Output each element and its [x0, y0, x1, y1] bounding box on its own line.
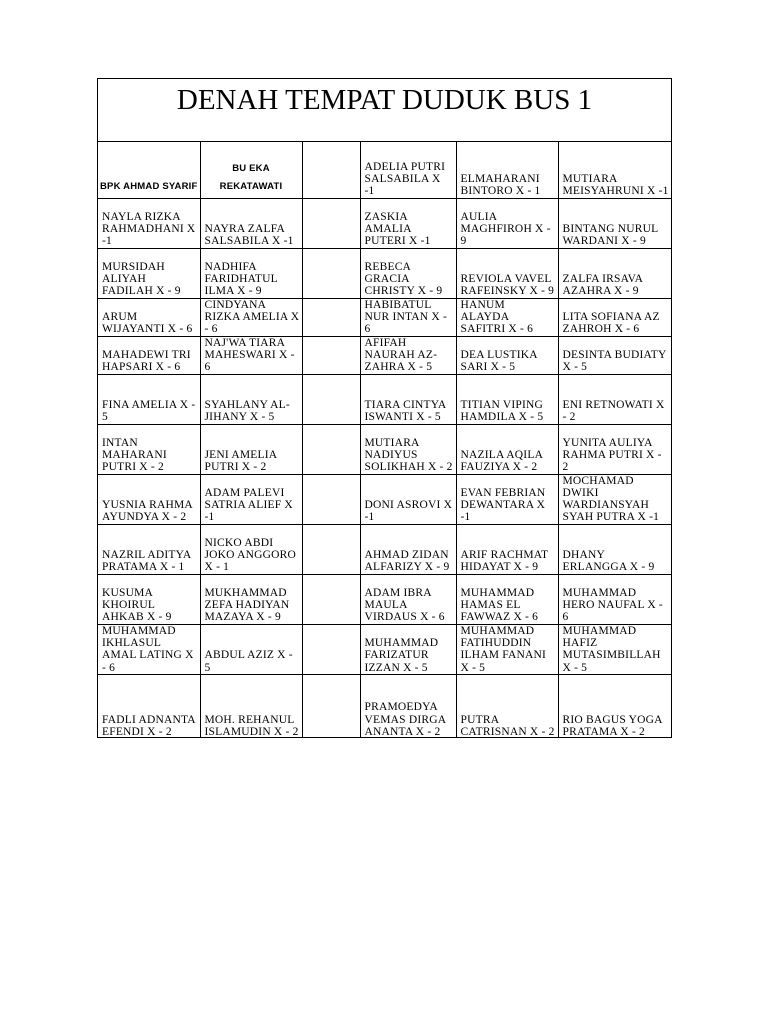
aisle-cell — [302, 674, 360, 738]
seat-cell: ADAM PALEVI SATRIA ALIEF X -1 — [200, 474, 302, 524]
seat-cell: FINA AMELIA X - 5 — [98, 374, 200, 424]
seat-cell: MUHAMMAD IKHLASUL AMAL LATING X - 6 — [98, 624, 200, 674]
seat-cell: NAJ'WA TIARA MAHESWARI X - 6 — [200, 336, 302, 374]
seat-cell: LITA SOFIANA AZ ZAHROH X - 6 — [558, 298, 671, 336]
seat-cell: ADELIA PUTRI SALSABILA X -1 — [360, 141, 456, 198]
seat-cell: ZASKIA AMALIA PUTERI X -1 — [360, 198, 456, 248]
seat-cell: TIARA CINTYA ISWANTI X - 5 — [360, 374, 456, 424]
seat-cell: DHANY ERLANGGA X - 9 — [558, 524, 671, 574]
seat-cell: NICKO ABDI JOKO ANGGORO X - 1 — [200, 524, 302, 574]
seat-cell: REBECA GRACIA CHRISTY X - 9 — [360, 248, 456, 298]
seat-cell: MAHADEWI TRI HAPSARI X - 6 — [98, 336, 200, 374]
seat-row — [98, 336, 671, 374]
seat-row — [98, 474, 671, 524]
seat-row — [98, 248, 671, 298]
seat-cell: SYAHLANY AL-JIHANY X - 5 — [200, 374, 302, 424]
seat-cell: AHMAD ZIDAN ALFARIZY X - 9 — [360, 524, 456, 574]
seat-cell: HABIBATUL NUR INTAN X - 6 — [360, 298, 456, 336]
seat-cell: MUTIARA MEISYAHRUNI X -1 — [558, 141, 671, 198]
aisle-cell — [302, 424, 360, 474]
seat-cell: ABDUL AZIZ X - 5 — [200, 624, 302, 674]
seat-cell: AFIFAH NAURAH AZ-ZAHRA X - 5 — [360, 336, 456, 374]
seat-cell: ELMAHARANI BINTORO X - 1 — [456, 141, 558, 198]
seat-cell: ARUM WIJAYANTI X - 6 — [98, 298, 200, 336]
teacher-header-left: BPK AHMAD SYARIF — [98, 141, 200, 198]
aisle-cell — [302, 574, 360, 624]
seat-cell: KUSUMA KHOIRUL AHKAB X - 9 — [98, 574, 200, 624]
seat-cell: MUTIARA NADIYUS SOLIKHAH X - 2 — [360, 424, 456, 474]
aisle-cell — [302, 524, 360, 574]
seat-row — [98, 298, 671, 336]
seat-cell: MUHAMMAD HAFIZ MUTASIMBILLAH X - 5 — [558, 624, 671, 674]
seat-row — [98, 624, 671, 674]
seat-cell: MUHAMMAD FARIZATUR IZZAN X - 5 — [360, 624, 456, 674]
seat-cell: YUNITA AULIYA RAHMA PUTRI X - 2 — [558, 424, 671, 474]
seat-cell: MUHAMMAD FATIHUDDIN ILHAM FANANI X - 5 — [456, 624, 558, 674]
seat-cell: ENI RETNOWATI X - 2 — [558, 374, 671, 424]
seat-cell: ARIF RACHMAT HIDAYAT X - 9 — [456, 524, 558, 574]
aisle-cell — [302, 336, 360, 374]
aisle-cell — [302, 624, 360, 674]
seat-cell: JENI AMELIA PUTRI X - 2 — [200, 424, 302, 474]
title-box — [98, 79, 671, 142]
header-row — [98, 141, 671, 198]
seat-cell: ADAM IBRA MAULA VIRDAUS X - 6 — [360, 574, 456, 624]
seat-cell: BINTANG NURUL WARDANI X - 9 — [558, 198, 671, 248]
seat-cell: NAZRIL ADITYA PRATAMA X - 1 — [98, 524, 200, 574]
seat-cell: HANUM ALAYDA SAFITRI X - 6 — [456, 298, 558, 336]
seat-cell: MUHAMMAD HAMAS EL FAWWAZ X - 6 — [456, 574, 558, 624]
seat-cell: NAYRA ZALFA SALSABILA X -1 — [200, 198, 302, 248]
seat-cell: NAZILA AQILA FAUZIYA X - 2 — [456, 424, 558, 474]
aisle-cell — [302, 198, 360, 248]
seat-cell: MOCHAMAD DWIKI WARDIANSYAH SYAH PUTRA X -1 — [558, 474, 671, 524]
seat-cell: TITIAN VIPING HAMDILA X - 5 — [456, 374, 558, 424]
seat-cell: AULIA MAGHFIROH X - 9 — [456, 198, 558, 248]
aisle-cell — [302, 374, 360, 424]
seat-cell: MUKHAMMAD ZEFA HADIYAN MAZAYA X - 9 — [200, 574, 302, 624]
seat-cell: DEA LUSTIKA SARI X - 5 — [456, 336, 558, 374]
seat-cell: YUSNIA RAHMA AYUNDYA X - 2 — [98, 474, 200, 524]
seat-cell: REVIOLA VAVEL RAFEINSKY X - 9 — [456, 248, 558, 298]
seat-cell: PRAMOEDYA VEMAS DIRGA ANANTA X - 2 — [360, 674, 456, 738]
aisle-cell — [302, 298, 360, 336]
aisle-cell — [302, 141, 360, 198]
seat-row — [98, 424, 671, 474]
seating-table — [98, 141, 671, 738]
seat-row — [98, 524, 671, 574]
seat-cell: MUHAMMAD HERO NAUFAL X - 6 — [558, 574, 671, 624]
aisle-cell — [302, 474, 360, 524]
seat-cell: ZALFA IRSAVA AZAHRA X - 9 — [558, 248, 671, 298]
seat-row — [98, 198, 671, 248]
seat-cell: MURSIDAH ALIYAH FADILAH X - 9 — [98, 248, 200, 298]
seat-cell: EVAN FEBRIAN DEWANTARA X -1 — [456, 474, 558, 524]
seat-cell: NADHIFA FARIDHATUL ILMA X - 9 — [200, 248, 302, 298]
document-title: DENAH TEMPAT DUDUK BUS 1 — [176, 84, 593, 116]
seat-cell: NAYLA RIZKA RAHMADHANI X -1 — [98, 198, 200, 248]
seat-cell: MOH. REHANUL ISLAMUDIN X - 2 — [200, 674, 302, 738]
seating-chart-sheet — [97, 78, 672, 738]
aisle-cell — [302, 248, 360, 298]
teacher-header-right: BU EKA REKATAWATI — [200, 141, 302, 198]
seat-cell: INTAN MAHARANI PUTRI X - 2 — [98, 424, 200, 474]
seat-cell: DESINTA BUDIATY X - 5 — [558, 336, 671, 374]
seat-cell: CINDYANA RIZKA AMELIA X - 6 — [200, 298, 302, 336]
seat-row — [98, 574, 671, 624]
seat-row — [98, 374, 671, 424]
seat-cell: FADLI ADNANTA EFENDI X - 2 — [98, 674, 200, 738]
seat-cell: DONI ASROVI X -1 — [360, 474, 456, 524]
seat-cell: PUTRA CATRISNAN X - 2 — [456, 674, 558, 738]
seat-row — [98, 674, 671, 738]
seat-cell: RIO BAGUS YOGA PRATAMA X - 2 — [558, 674, 671, 738]
